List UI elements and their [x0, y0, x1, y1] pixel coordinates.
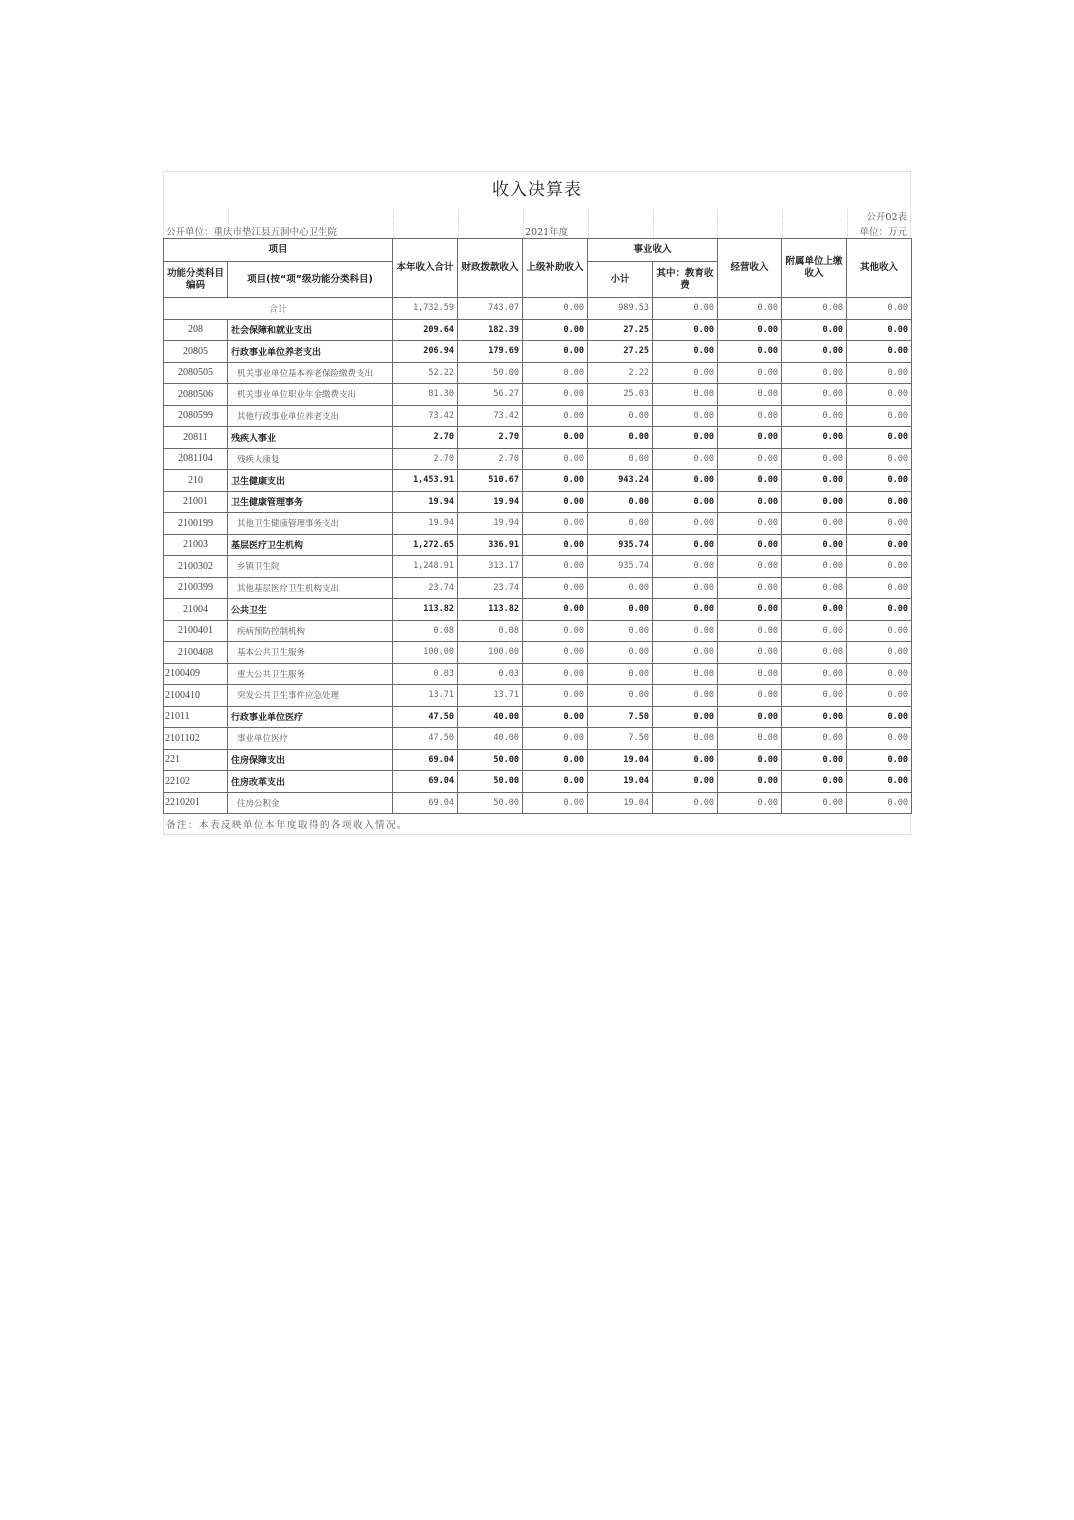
row-code: 2081104 [164, 448, 228, 470]
row-value: 0.00 [782, 491, 847, 513]
row-value: 0.00 [718, 642, 782, 664]
row-value: 0.00 [718, 577, 782, 599]
total-row [164, 298, 912, 320]
row-value: 0.00 [523, 771, 588, 793]
row-value: 0.00 [523, 642, 588, 664]
row-value: 0.00 [718, 384, 782, 406]
total-value: 0.00 [782, 298, 847, 320]
table-row [164, 556, 912, 578]
row-name: 基本公共卫生服务 [228, 642, 393, 664]
header-operating: 经营收入 [718, 239, 782, 298]
row-value: 0.00 [653, 341, 718, 363]
row-value: 69.04 [393, 792, 458, 814]
row-value: 0.00 [782, 362, 847, 384]
row-value: 0.00 [523, 341, 588, 363]
table-row [164, 362, 912, 384]
row-value: 0.00 [653, 427, 718, 449]
row-code: 2100302 [164, 556, 228, 578]
row-value: 0.00 [847, 749, 912, 771]
row-value: 56.27 [458, 384, 523, 406]
row-value: 0.00 [588, 448, 653, 470]
row-code: 2080505 [164, 362, 228, 384]
row-value: 0.00 [588, 491, 653, 513]
row-value: 0.00 [847, 599, 912, 621]
row-value: 0.00 [782, 470, 847, 492]
row-value: 0.00 [847, 362, 912, 384]
row-value: 0.00 [718, 448, 782, 470]
reporting-unit: 公开单位：重庆市垫江县五洞中心卫生院 [166, 227, 338, 238]
meta-row-2 [163, 223, 911, 238]
row-code: 2100401 [164, 620, 228, 642]
row-value: 0.00 [588, 427, 653, 449]
row-value: 47.50 [393, 728, 458, 750]
row-value: 0.00 [653, 749, 718, 771]
row-value: 40.00 [458, 728, 523, 750]
row-value: 0.00 [847, 685, 912, 707]
meta-row-1 [163, 208, 911, 223]
row-value: 7.50 [588, 728, 653, 750]
row-value: 0.00 [782, 706, 847, 728]
row-value: 0.00 [653, 642, 718, 664]
row-value: 0.00 [782, 341, 847, 363]
row-value: 0.00 [588, 405, 653, 427]
fiscal-year: 2021年度 [525, 227, 569, 238]
row-value: 0.00 [588, 663, 653, 685]
row-value: 50.00 [458, 362, 523, 384]
row-value: 1,453.91 [393, 470, 458, 492]
row-value: 113.82 [458, 599, 523, 621]
row-value: 0.00 [523, 427, 588, 449]
row-value: 0.00 [718, 620, 782, 642]
row-value: 0.00 [847, 405, 912, 427]
income-table [163, 238, 912, 814]
total-value: 743.07 [458, 298, 523, 320]
row-value: 0.00 [782, 749, 847, 771]
row-name: 其他行政事业单位养老支出 [228, 405, 393, 427]
row-value: 0.00 [847, 706, 912, 728]
row-code: 210 [164, 470, 228, 492]
row-value: 0.00 [523, 448, 588, 470]
row-value: 0.00 [718, 556, 782, 578]
row-value: 0.03 [393, 663, 458, 685]
row-value: 0.00 [847, 513, 912, 535]
footnote [163, 814, 911, 835]
row-value: 0.00 [782, 513, 847, 535]
table-body [164, 298, 912, 814]
row-value: 0.00 [782, 599, 847, 621]
row-value: 0.00 [718, 534, 782, 556]
row-value: 0.00 [523, 513, 588, 535]
row-value: 0.00 [588, 513, 653, 535]
row-value: 7.50 [588, 706, 653, 728]
table-header [164, 239, 912, 298]
row-code: 21003 [164, 534, 228, 556]
row-value: 0.08 [458, 620, 523, 642]
row-value: 0.00 [782, 620, 847, 642]
row-value: 0.00 [523, 319, 588, 341]
row-value: 0.00 [653, 513, 718, 535]
row-name: 乡镇卫生院 [228, 556, 393, 578]
row-value: 313.17 [458, 556, 523, 578]
header-total: 本年收入合计 [393, 239, 458, 298]
row-value: 0.00 [847, 384, 912, 406]
row-value: 0.00 [847, 319, 912, 341]
row-name: 社会保障和就业支出 [228, 319, 393, 341]
row-value: 206.94 [393, 341, 458, 363]
row-value: 73.42 [393, 405, 458, 427]
row-value: 25.03 [588, 384, 653, 406]
table-row [164, 491, 912, 513]
row-value: 0.00 [523, 706, 588, 728]
row-value: 0.00 [782, 577, 847, 599]
row-name: 事业单位医疗 [228, 728, 393, 750]
row-value: 179.69 [458, 341, 523, 363]
table-row [164, 728, 912, 750]
row-value: 2.22 [588, 362, 653, 384]
row-name: 疾病预防控制机构 [228, 620, 393, 642]
table-row [164, 405, 912, 427]
row-value: 1,272.65 [393, 534, 458, 556]
row-value: 0.00 [847, 728, 912, 750]
row-value: 0.00 [718, 470, 782, 492]
row-name: 住房公积金 [228, 792, 393, 814]
footnote-text: 备注：本表反映单位本年度取得的各项收入情况。 [166, 820, 409, 831]
row-value: 0.00 [847, 620, 912, 642]
row-value: 0.00 [782, 792, 847, 814]
row-value: 0.00 [782, 556, 847, 578]
row-value: 113.82 [393, 599, 458, 621]
header-fiscal: 财政拨款收入 [458, 239, 523, 298]
row-value: 0.00 [718, 491, 782, 513]
row-value: 13.71 [393, 685, 458, 707]
row-value: 19.94 [458, 513, 523, 535]
row-value: 0.00 [718, 319, 782, 341]
income-statement-sheet [163, 171, 911, 835]
table-row [164, 470, 912, 492]
row-value: 0.00 [847, 427, 912, 449]
row-value: 0.00 [653, 534, 718, 556]
row-value: 0.00 [718, 706, 782, 728]
row-name: 住房改革支出 [228, 771, 393, 793]
row-value: 336.91 [458, 534, 523, 556]
table-row [164, 642, 912, 664]
row-name: 残疾人康复 [228, 448, 393, 470]
row-value: 935.74 [588, 534, 653, 556]
row-value: 19.94 [393, 491, 458, 513]
row-value: 0.00 [847, 534, 912, 556]
row-value: 19.04 [588, 792, 653, 814]
row-value: 1,248.91 [393, 556, 458, 578]
row-value: 0.00 [718, 427, 782, 449]
row-value: 40.00 [458, 706, 523, 728]
table-row [164, 341, 912, 363]
row-name: 行政事业单位医疗 [228, 706, 393, 728]
table-row [164, 513, 912, 535]
total-value: 0.00 [523, 298, 588, 320]
table-row [164, 685, 912, 707]
row-value: 50.00 [458, 792, 523, 814]
row-name: 其他卫生健康管理事务支出 [228, 513, 393, 535]
row-value: 510.67 [458, 470, 523, 492]
row-value: 182.39 [458, 319, 523, 341]
row-value: 0.00 [847, 663, 912, 685]
page-title: 收入决算表 [163, 171, 911, 208]
row-value: 0.00 [718, 362, 782, 384]
row-value: 0.00 [523, 685, 588, 707]
row-code: 2210201 [164, 792, 228, 814]
row-name: 重大公共卫生服务 [228, 663, 393, 685]
row-value: 0.00 [782, 405, 847, 427]
row-value: 0.00 [653, 448, 718, 470]
row-value: 209.64 [393, 319, 458, 341]
row-value: 0.00 [718, 749, 782, 771]
row-value: 0.00 [523, 792, 588, 814]
row-value: 0.00 [782, 685, 847, 707]
row-name: 住房保障支出 [228, 749, 393, 771]
row-name: 残疾人事业 [228, 427, 393, 449]
row-value: 0.00 [653, 771, 718, 793]
row-value: 0.00 [718, 792, 782, 814]
header-code: 功能分类科目编码 [164, 262, 228, 298]
row-value: 2.70 [393, 448, 458, 470]
row-code: 2100408 [164, 642, 228, 664]
row-code: 208 [164, 319, 228, 341]
row-value: 0.00 [847, 491, 912, 513]
row-value: 0.00 [782, 771, 847, 793]
row-value: 935.74 [588, 556, 653, 578]
row-value: 100.00 [458, 642, 523, 664]
row-value: 0.03 [458, 663, 523, 685]
row-value: 0.00 [588, 577, 653, 599]
row-value: 0.00 [523, 749, 588, 771]
row-value: 0.00 [523, 405, 588, 427]
row-value: 0.00 [782, 534, 847, 556]
row-value: 0.08 [393, 620, 458, 642]
row-value: 0.00 [847, 556, 912, 578]
header-superior: 上级补助收入 [523, 239, 588, 298]
row-value: 0.00 [523, 663, 588, 685]
row-value: 0.00 [653, 556, 718, 578]
row-name: 机关事业单位基本养老保险缴费支出 [228, 362, 393, 384]
row-value: 19.04 [588, 749, 653, 771]
row-value: 0.00 [653, 728, 718, 750]
table-row [164, 792, 912, 814]
row-value: 0.00 [718, 341, 782, 363]
row-code: 2080506 [164, 384, 228, 406]
row-value: 0.00 [523, 491, 588, 513]
total-value: 0.00 [653, 298, 718, 320]
row-value: 0.00 [653, 319, 718, 341]
row-value: 0.00 [847, 470, 912, 492]
row-name: 基层医疗卫生机构 [228, 534, 393, 556]
row-value: 0.00 [523, 362, 588, 384]
row-value: 0.00 [523, 556, 588, 578]
row-value: 0.00 [782, 728, 847, 750]
row-value: 0.00 [523, 599, 588, 621]
row-value: 2.70 [393, 427, 458, 449]
row-value: 0.00 [523, 534, 588, 556]
row-code: 21001 [164, 491, 228, 513]
row-value: 0.00 [523, 728, 588, 750]
row-name: 其他基层医疗卫生机构支出 [228, 577, 393, 599]
table-row [164, 771, 912, 793]
total-value: 0.00 [847, 298, 912, 320]
row-value: 0.00 [653, 792, 718, 814]
header-business-group: 事业收入 [588, 239, 718, 262]
row-value: 23.74 [458, 577, 523, 599]
row-value: 100.00 [393, 642, 458, 664]
row-value: 81.30 [393, 384, 458, 406]
total-label: 合计 [164, 298, 393, 320]
row-value: 0.00 [718, 685, 782, 707]
row-value: 50.00 [458, 749, 523, 771]
row-value: 0.00 [718, 513, 782, 535]
row-code: 21004 [164, 599, 228, 621]
row-name: 公共卫生 [228, 599, 393, 621]
row-value: 943.24 [588, 470, 653, 492]
row-value: 0.00 [653, 405, 718, 427]
row-value: 47.50 [393, 706, 458, 728]
row-code: 21011 [164, 706, 228, 728]
table-row [164, 534, 912, 556]
row-name: 卫生健康管理事务 [228, 491, 393, 513]
row-value: 0.00 [523, 384, 588, 406]
row-name: 行政事业单位养老支出 [228, 341, 393, 363]
row-value: 13.71 [458, 685, 523, 707]
row-value: 0.00 [653, 384, 718, 406]
row-value: 0.00 [653, 599, 718, 621]
table-row [164, 749, 912, 771]
total-value: 989.53 [588, 298, 653, 320]
row-code: 2100409 [164, 663, 228, 685]
row-value: 0.00 [718, 728, 782, 750]
table-row [164, 427, 912, 449]
row-value: 0.00 [847, 341, 912, 363]
table-row [164, 620, 912, 642]
row-value: 0.00 [653, 706, 718, 728]
currency-unit: 单位：万元 [859, 227, 907, 238]
row-value: 0.00 [782, 448, 847, 470]
header-subtotal: 小计 [588, 262, 653, 298]
row-value: 73.42 [458, 405, 523, 427]
header-other: 其他收入 [847, 239, 912, 298]
table-row [164, 663, 912, 685]
row-value: 0.00 [782, 319, 847, 341]
row-value: 0.00 [523, 577, 588, 599]
table-row [164, 319, 912, 341]
row-value: 0.00 [588, 642, 653, 664]
row-value: 0.00 [847, 792, 912, 814]
row-value: 50.00 [458, 771, 523, 793]
row-value: 0.00 [653, 685, 718, 707]
row-value: 19.04 [588, 771, 653, 793]
row-value: 52.22 [393, 362, 458, 384]
row-value: 0.00 [653, 491, 718, 513]
row-value: 0.00 [653, 362, 718, 384]
row-value: 0.00 [782, 663, 847, 685]
row-value: 0.00 [847, 771, 912, 793]
row-value: 2.70 [458, 427, 523, 449]
row-value: 0.00 [523, 470, 588, 492]
row-value: 0.00 [653, 620, 718, 642]
row-code: 2100399 [164, 577, 228, 599]
table-row [164, 577, 912, 599]
row-value: 19.94 [458, 491, 523, 513]
row-code: 22102 [164, 771, 228, 793]
row-value: 0.00 [782, 427, 847, 449]
table-row [164, 706, 912, 728]
row-value: 23.74 [393, 577, 458, 599]
header-name: 项目(按“项”级功能分类科目) [228, 262, 393, 298]
row-code: 2080599 [164, 405, 228, 427]
row-code: 221 [164, 749, 228, 771]
header-item-group: 项目 [164, 239, 393, 262]
row-name: 卫生健康支出 [228, 470, 393, 492]
row-code: 2100410 [164, 685, 228, 707]
row-value: 0.00 [523, 620, 588, 642]
total-value: 1,732.59 [393, 298, 458, 320]
row-value: 0.00 [653, 470, 718, 492]
row-name: 突发公共卫生事件应急处理 [228, 685, 393, 707]
row-value: 0.00 [588, 685, 653, 707]
row-value: 0.00 [718, 599, 782, 621]
row-value: 0.00 [782, 384, 847, 406]
row-value: 0.00 [847, 642, 912, 664]
row-value: 0.00 [718, 771, 782, 793]
form-number: 公开02表 [866, 212, 907, 223]
row-value: 19.94 [393, 513, 458, 535]
row-value: 0.00 [718, 663, 782, 685]
row-value: 2.70 [458, 448, 523, 470]
row-value: 0.00 [653, 663, 718, 685]
row-value: 0.00 [847, 577, 912, 599]
row-code: 20811 [164, 427, 228, 449]
header-education: 其中：教育收费 [653, 262, 718, 298]
row-value: 27.25 [588, 319, 653, 341]
row-value: 0.00 [782, 642, 847, 664]
table-row [164, 384, 912, 406]
row-value: 0.00 [653, 577, 718, 599]
total-value: 0.00 [718, 298, 782, 320]
row-value: 0.00 [588, 620, 653, 642]
row-value: 69.04 [393, 749, 458, 771]
table-row [164, 448, 912, 470]
row-value: 0.00 [718, 405, 782, 427]
row-code: 2100199 [164, 513, 228, 535]
table-row [164, 599, 912, 621]
header-affiliated: 附属单位上缴收入 [782, 239, 847, 298]
row-name: 机关事业单位职业年金缴费支出 [228, 384, 393, 406]
row-code: 20805 [164, 341, 228, 363]
row-code: 2101102 [164, 728, 228, 750]
row-value: 69.04 [393, 771, 458, 793]
row-value: 0.00 [847, 448, 912, 470]
row-value: 27.25 [588, 341, 653, 363]
row-value: 0.00 [588, 599, 653, 621]
